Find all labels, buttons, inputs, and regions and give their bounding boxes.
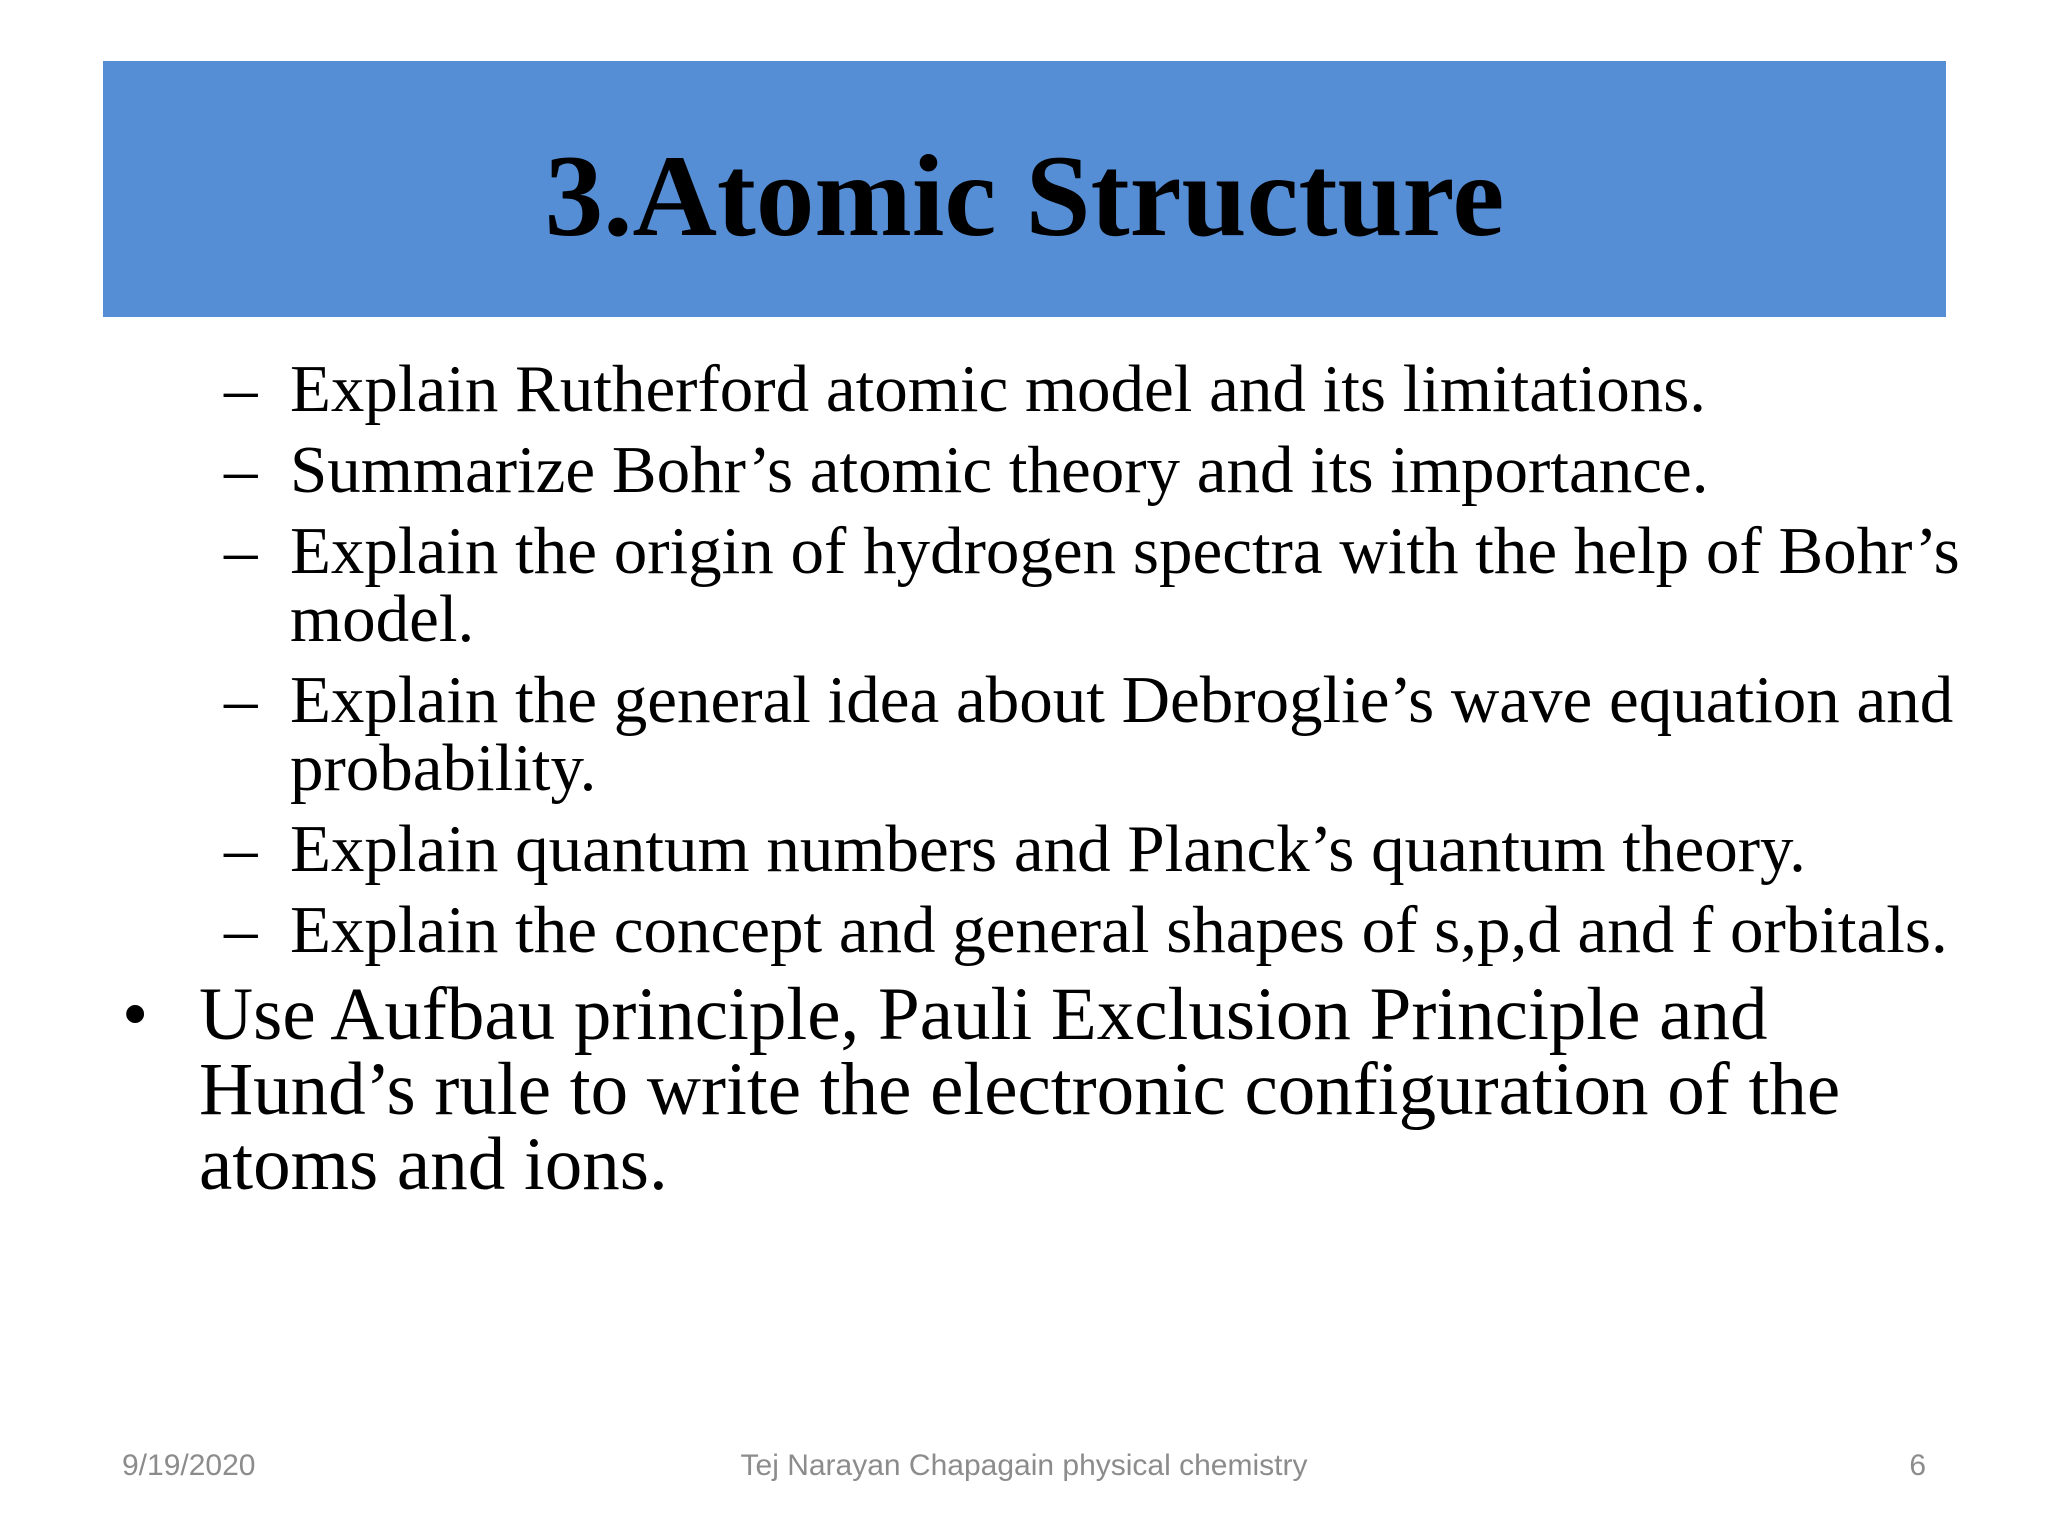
main-bullet-item (0, 973, 2048, 1206)
sub-bullet-item (0, 433, 2048, 507)
sub-bullet-text: Summarize Bohr’s atomic theory and its importance. (290, 433, 1709, 507)
sub-bullet-item (0, 514, 2048, 656)
dash-marker: – (224, 663, 258, 737)
sub-bullet-item (0, 352, 2048, 426)
slide-title: 3.Atomic Structure (544, 131, 1505, 261)
dash-marker: – (224, 352, 258, 426)
sub-bullet-text: Explain the general idea about Debroglie’s wave equation and probability. (290, 663, 1954, 805)
dash-marker: – (224, 433, 258, 507)
sub-bullet-text: Explain Rutherford atomic model and its limitations. (290, 352, 1707, 426)
slide-content (0, 352, 2048, 1206)
dash-marker: – (224, 893, 258, 967)
main-bullet-text: Use Aufbau principle, Pauli Exclusion Principle and Hund’s rule to write the electronic configuration of the atoms and ions. (199, 973, 1841, 1206)
sub-bullet-item (0, 812, 2048, 886)
dash-marker: – (224, 812, 258, 886)
sub-bullet-text: Explain quantum numbers and Planck’s quantum theory. (290, 812, 1806, 886)
sub-bullet-text: Explain the concept and general shapes of s,p,d and f orbitals. (290, 893, 1948, 967)
footer-page-number: 6 (1909, 1449, 1926, 1482)
sub-bullet-item (0, 663, 2048, 805)
footer-author: Tej Narayan Chapagain physical chemistry (740, 1449, 1308, 1482)
sub-bullet-text: Explain the origin of hydrogen spectra with the help of Bohr’s model. (290, 514, 1960, 656)
title-bar (103, 61, 1946, 317)
footer-date: 9/19/2020 (122, 1449, 256, 1482)
sub-bullet-item (0, 893, 2048, 967)
bullet-marker: • (122, 973, 149, 1056)
dash-marker: – (224, 514, 258, 588)
sub-bullet-list (0, 352, 2048, 967)
